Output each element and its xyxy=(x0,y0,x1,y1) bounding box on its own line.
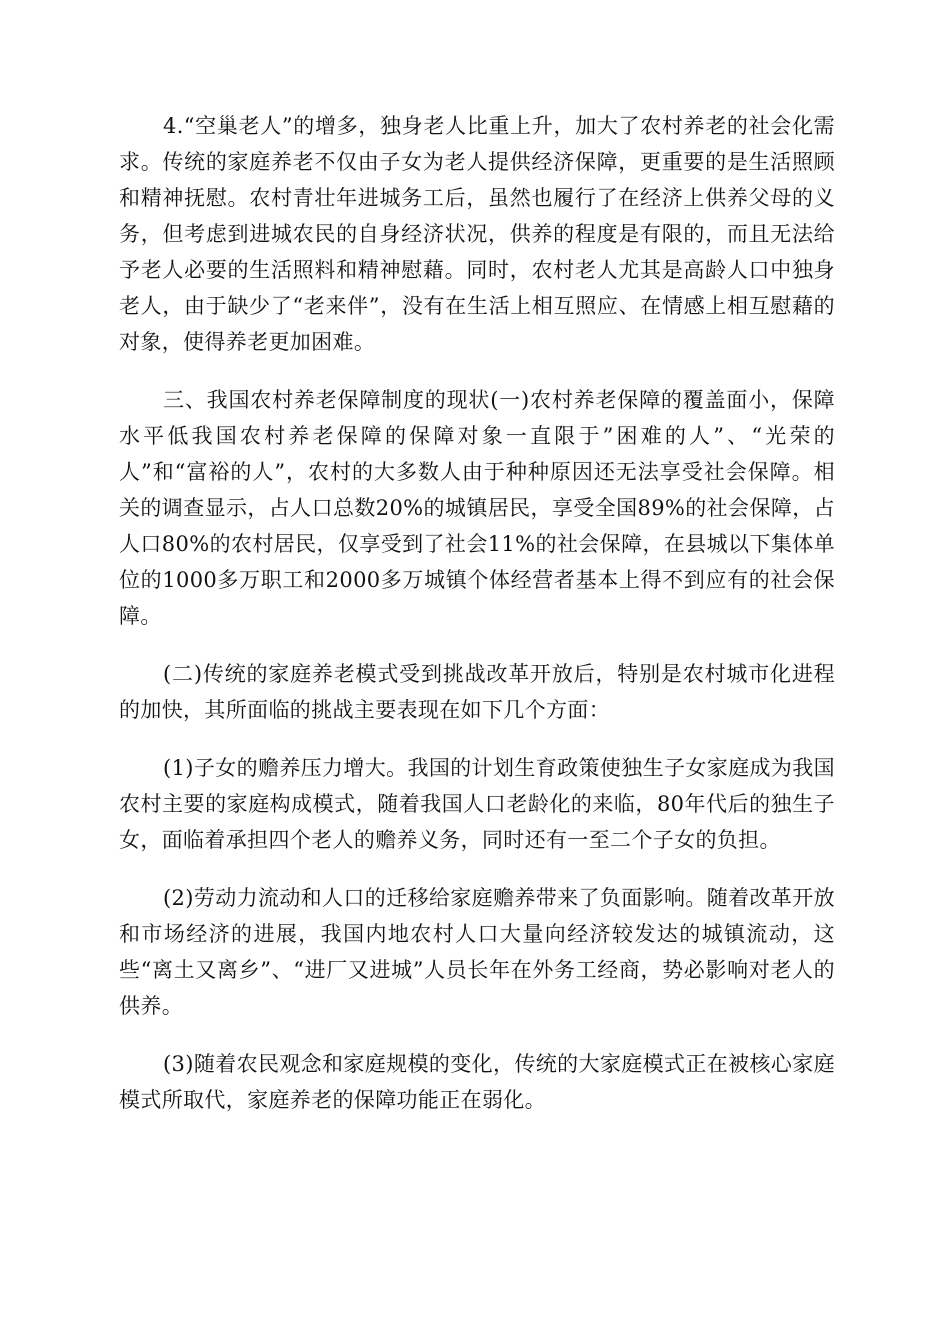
paragraph-empty-nest-elderly: 4.“空巢老人”的增多，独身老人比重上升，加大了农村养老的社会化需求。传统的家庭养老不仅由子女为老人提供经济保障，更重要的是生活照顾和精神抚慰。农村青壮年进城务工后，虽然也履行了在经济上供养父母的义务，但考虑到进城农民的自身经济状况，供养的程度是有限的，而且无法给予老人必要的生活照料和精神慰藉。同时，农村老人尤其是高龄人口中独身老人，由于缺少了“老来伴”，没有在生活上相互照应、在情感上相互慰藉的对象，使得养老更加困难。 xyxy=(119,114,835,354)
paragraph-pension-status: 三、我国农村养老保障制度的现状(一)农村养老保障的覆盖面小，保障水平低我国农村养老保障的保障对象一直限于”困难的人”、“光荣的人”和“富裕的人”，农村的大多数人由于种种原因还无法享受社会保障。相关的调查显示，占人口总数20%的城镇居民，享受全国89%的社会保障，占人口80%的农村居民，仅享受到了社会11%的社会保障，在县城以下集体单位的1000多万职工和2000多万城镇个体经营者基本上得不到应有的社会保障。 xyxy=(119,388,835,628)
paragraph-family-pension-challenge: (二)传统的家庭养老模式受到挑战改革开放后，特别是农村城市化进程的加快，其所面临的挑战主要表现在如下几个方面： xyxy=(119,662,835,722)
paragraph-point-1: (1)子女的赡养压力增大。我国的计划生育政策使独生子女家庭成为我国农村主要的家庭构成模式，随着我国人口老龄化的来临，80年代后的独生子女，面临着承担四个老人的赡养义务，同时还有一至二个子女的负担。 xyxy=(119,756,835,852)
document-body xyxy=(119,108,835,1140)
paragraph-point-2: (2)劳动力流动和人口的迁移给家庭赡养带来了负面影响。随着改革开放和市场经济的进展，我国内地农村人口大量向经济较发达的城镇流动，这些“离土又离乡”、“进厂又进城”人员长年在外务工经商，势必影响对老人的供养。 xyxy=(119,886,835,1018)
paragraph-point-3: (3)随着农民观念和家庭规模的变化，传统的大家庭模式正在被核心家庭模式所取代，家庭养老的保障功能正在弱化。 xyxy=(119,1052,835,1112)
